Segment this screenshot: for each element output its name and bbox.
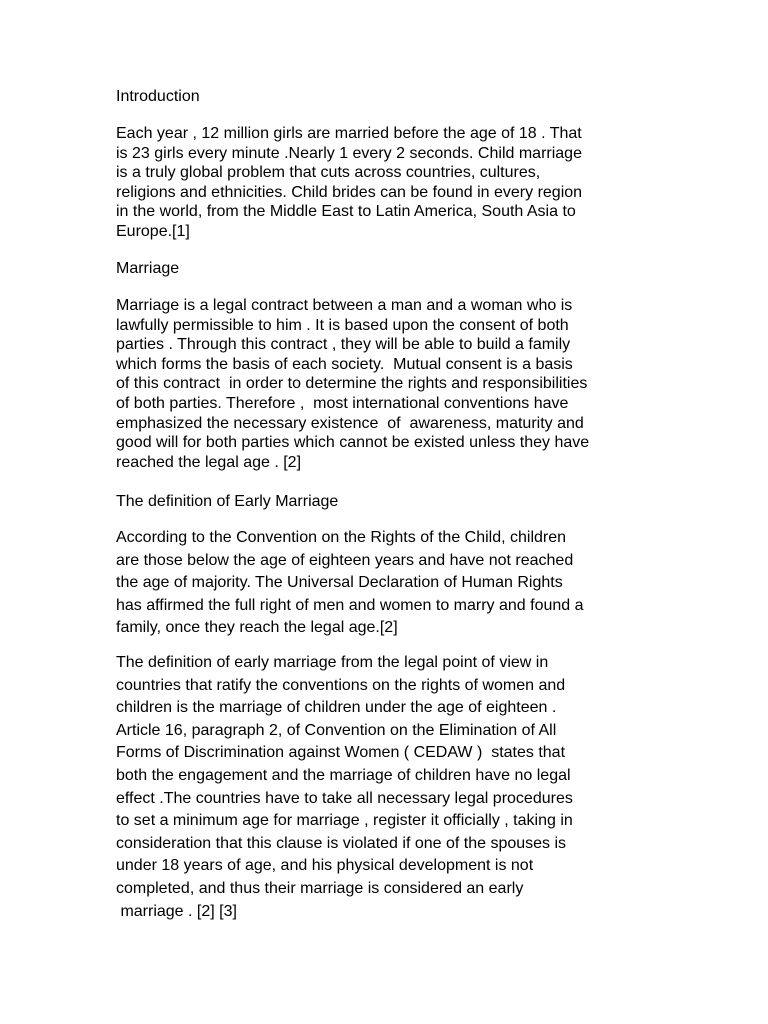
text-line: which forms the basis of each society. Mutual consent is a basis [116, 355, 573, 373]
text-line: Each year , 12 million girls are married before the age of 18 . That [116, 125, 582, 142]
text-line: has affirmed the full right of men and women to marry and found a [116, 596, 584, 614]
text-line: of both parties. Therefore , most international conventions have [116, 394, 569, 412]
text-line: countries that ratify the conventions on the rights of women and [116, 676, 566, 694]
text-line: good will for both parties which cannot be existed unless they have [116, 434, 590, 452]
text-line: in the world, from the Middle East to Latin America, South Asia to [116, 203, 576, 221]
text-line: Forms of Discrimination against Women ( CEDAW ) states that [116, 744, 566, 762]
text-line: emphasized the necessary existence of awareness, maturity and [116, 414, 584, 432]
heading-definition-early-marriage: The definition of Early Marriage [116, 493, 339, 510]
text-line: the age of majority. The Universal Declaration of Human Rights [116, 574, 563, 592]
text-line: effect .The countries have to take all necessary legal procedures [116, 789, 573, 807]
text-line: consideration that this clause is violated if one of the spouses is [116, 834, 567, 852]
paragraph-rights-of-child [116, 527, 584, 640]
text-line: are those below the age of eighteen years and have not reached [116, 551, 574, 569]
text-line: children is the marriage of children under the age of eighteen . [116, 699, 557, 717]
text-line: reached the legal age . [2] [116, 453, 302, 471]
text-line: under 18 years of age, and his physical development is not [116, 857, 534, 875]
text-line: According to the Convention on the Rights of the Child, children [116, 529, 567, 546]
text-line: to set a minimum age for marriage , register it officially , taking in [116, 812, 573, 830]
text-line: The definition of early marriage from the legal point of view in [116, 654, 549, 671]
paragraph-legal-definition [116, 652, 573, 923]
text-line: both the engagement and the marriage of children have no legal [116, 766, 571, 784]
text-line: is 23 girls every minute .Nearly 1 every 2 seconds. Child marriage [116, 144, 582, 162]
text-line: parties . Through this contract , they will be able to build a family [116, 336, 571, 354]
text-line: Marriage is a legal contract between a man and a woman who is [116, 297, 573, 314]
text-line: completed, and thus their marriage is considered an early [116, 879, 524, 897]
text-line: Europe.[1] [116, 222, 190, 240]
paragraph-introduction [116, 124, 582, 242]
text-line: is a truly global problem that cuts across countries, cultures, [116, 164, 541, 182]
text-line: lawfully permissible to him . It is based upon the consent of both [116, 316, 569, 334]
text-line: Article 16, paragraph 2, of Convention on the Elimination of All [116, 721, 557, 739]
text-line: family, once they reach the legal age.[2] [116, 619, 398, 637]
text-line: of this contract in order to determine the rights and responsibilities [116, 375, 588, 393]
paragraph-marriage [116, 296, 589, 472]
text-line: religions and ethnicities. Child brides can be found in every region [116, 183, 583, 201]
text-line: marriage . [2] [3] [116, 902, 237, 920]
heading-marriage: Marriage [116, 260, 180, 277]
heading-introduction: Introduction [116, 88, 200, 105]
